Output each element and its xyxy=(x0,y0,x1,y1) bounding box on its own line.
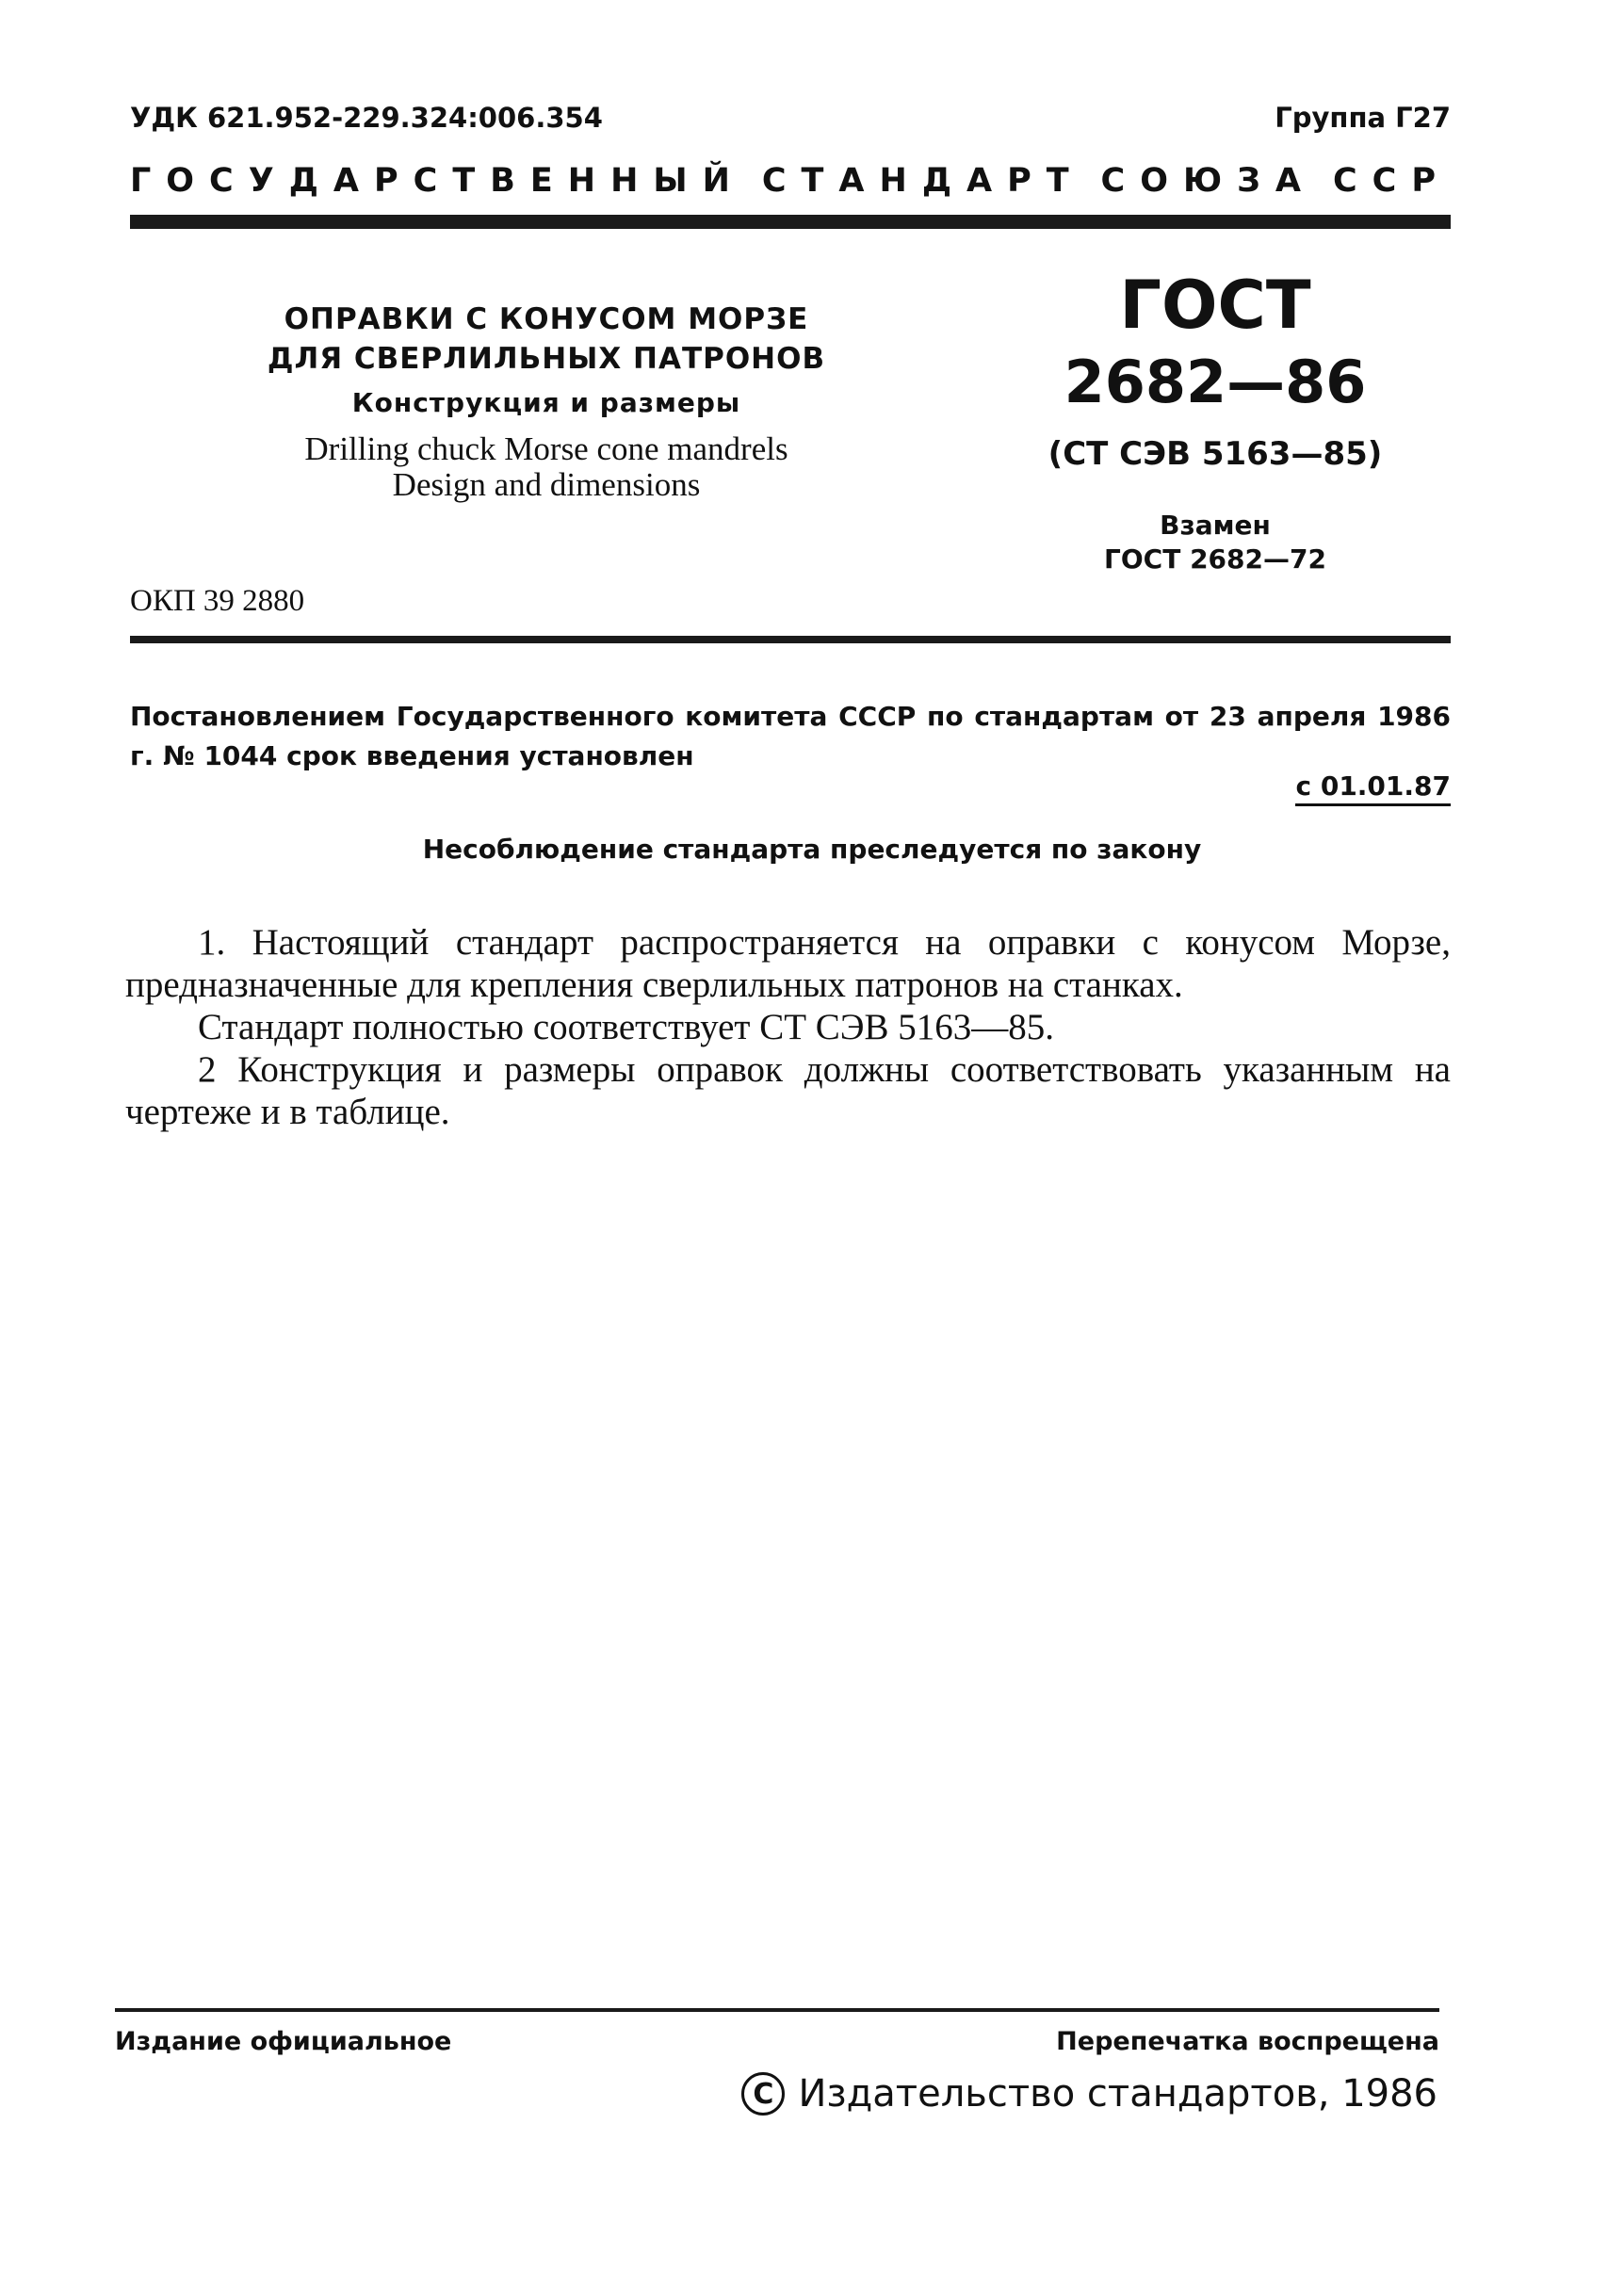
english-title-line-2: Design and dimensions xyxy=(392,466,701,503)
udk-code: УДК 621.952-229.324:006.354 xyxy=(130,102,603,134)
standard-body xyxy=(125,921,1451,1133)
okp-code: ОКП 39 2880 xyxy=(130,584,305,618)
gost-label: ГОСТ xyxy=(1119,267,1311,344)
publisher-line xyxy=(741,2072,1437,2116)
banner-word-2: СТАНДАРТ xyxy=(761,162,1084,200)
title-line-1: ОПРАВКИ С КОНУСОМ МОРЗЕ xyxy=(284,302,809,336)
title-line-2: ДЛЯ СВЕРЛИЛЬНЫХ ПАТРОНОВ xyxy=(267,342,826,376)
state-standard-banner xyxy=(130,162,1451,200)
effective-date: с 01.01.87 xyxy=(1295,770,1451,806)
copyright-icon: C xyxy=(741,2072,785,2116)
banner-word-3: СОЮЗА xyxy=(1100,162,1317,200)
publisher-name: Издательство стандартов, 1986 xyxy=(798,2072,1437,2116)
official-edition: Издание официальное xyxy=(115,2027,452,2056)
paragraph-2: Стандарт полностью соответствует СТ СЭВ 5163—85. xyxy=(198,1007,1055,1047)
st-sev-reference: (СТ СЭВ 5163—85) xyxy=(1047,435,1383,473)
footer-rule xyxy=(115,2008,1439,2012)
banner-word-4: ССР xyxy=(1332,162,1451,200)
decree-text: Постановлением Государственного комитета СССР по стандартам от 23 апреля 1986 г. № 1044 срок введения установлен xyxy=(130,701,1451,771)
replaces-standard: ГОСТ 2682—72 xyxy=(1104,543,1326,575)
banner-word-1: ГОСУДАРСТВЕННЫЙ xyxy=(130,162,745,200)
legal-warning: Несоблюдение стандарта преследуется по закону xyxy=(422,834,1202,865)
document-title xyxy=(264,300,829,503)
gost-number: 2682—86 xyxy=(1064,348,1367,416)
reprint-prohibited: Перепечатка воспрещена xyxy=(1056,2027,1439,2056)
header-rule xyxy=(130,215,1451,229)
paragraph-1: 1. Настоящий стандарт распространяется на оправки с конусом Морзе, предназначенные для крепления сверлильных патронов на станках. xyxy=(125,922,1451,1005)
group-code: Группа Г27 xyxy=(1275,102,1451,134)
title-rule xyxy=(130,636,1451,643)
gost-designation xyxy=(1036,266,1394,576)
paragraph-3: 2 Конструкция и размеры оправок должны соответствовать указанным на чертеже и в таблице. xyxy=(125,1049,1451,1132)
english-title-line-1: Drilling chuck Morse cone mandrels xyxy=(304,430,788,467)
title-subtitle: Конструкция и размеры xyxy=(351,387,741,418)
replaces-label: Взамен xyxy=(1160,510,1271,541)
